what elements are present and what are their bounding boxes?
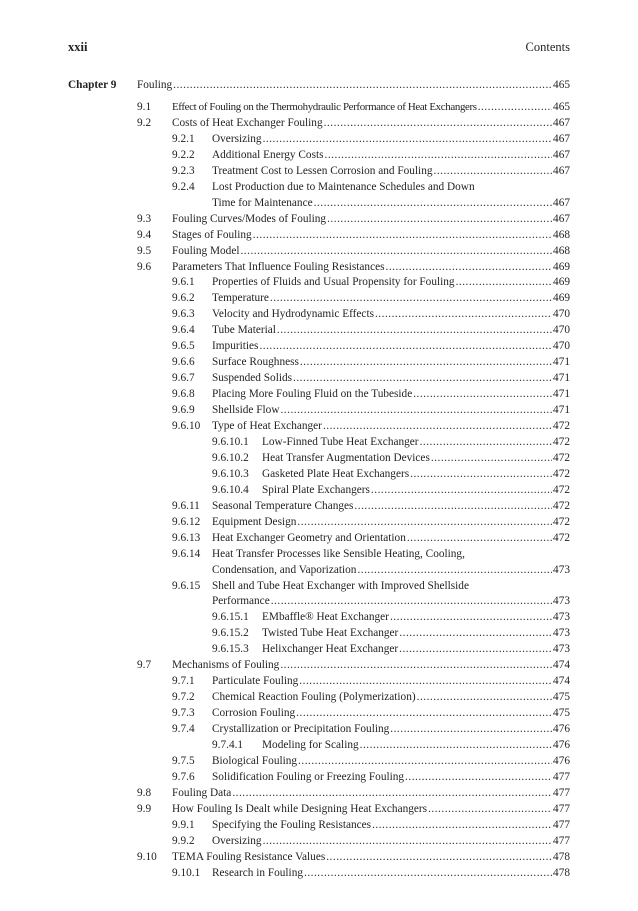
toc-entry[interactable] [0, 753, 638, 769]
section-number: 9.6.15.1 [212, 611, 249, 624]
chapter-title: Fouling [137, 79, 173, 91]
page-ref: 469 [553, 260, 570, 273]
section-title: Heat Transfer Augmentation Devices [262, 451, 430, 464]
section-number: 9.2.4 [172, 180, 195, 193]
section-title: Lost Production due to Maintenance Schedules and Down [212, 180, 475, 193]
dot-leader [399, 625, 552, 641]
section-number: 9.6.10 [172, 420, 201, 432]
page-number: xxii [68, 40, 88, 54]
section-title: Mechanisms of Fouling [172, 659, 280, 672]
toc-entry[interactable] [0, 849, 638, 865]
page-ref: 476 [553, 739, 570, 751]
dot-leader [434, 163, 553, 179]
section-title: Fouling Model [172, 244, 240, 257]
dot-leader [325, 147, 553, 163]
toc-entry[interactable] [0, 211, 638, 227]
page-ref: 468 [553, 228, 570, 241]
dot-leader [297, 514, 552, 530]
dot-leader [354, 498, 552, 514]
section-number: 9.6.13 [172, 531, 201, 544]
section-title: Twisted Tube Heat Exchanger [262, 627, 399, 640]
page-ref: 472 [553, 483, 570, 496]
toc-entry[interactable] [0, 641, 638, 657]
toc-entry[interactable] [0, 322, 638, 338]
page-ref: 476 [553, 723, 570, 736]
section-title: Low-Finned Tube Heat Exchanger [262, 435, 419, 448]
dot-leader [413, 386, 552, 402]
section-number: 9.6.9 [172, 404, 195, 417]
page-ref: 472 [553, 435, 570, 448]
section-number: 9.5 [137, 244, 152, 257]
section-title: Seasonal Temperature Changes [212, 499, 354, 512]
page-ref: 469 [553, 292, 570, 305]
toc-entry[interactable] [0, 817, 638, 833]
dot-leader [386, 259, 553, 275]
dot-leader [326, 849, 552, 865]
section-title: Modeling for Scaling [262, 739, 359, 751]
section-number: 9.3 [137, 212, 152, 225]
page-ref: 472 [553, 420, 570, 432]
toc-entry[interactable] [0, 434, 638, 450]
dot-leader [296, 705, 552, 721]
page-ref: 477 [553, 786, 570, 799]
section-title: How Fouling Is Dealt while Designing Heat Exchangers [172, 802, 428, 815]
dot-leader [420, 434, 552, 450]
dot-leader [357, 562, 552, 578]
toc-entry[interactable] [0, 609, 638, 625]
section-number: 9.7.1 [172, 675, 195, 688]
toc-entry[interactable] [0, 482, 638, 498]
toc-entry[interactable] [0, 673, 638, 689]
page-ref: 474 [553, 659, 570, 672]
section-number: 9.10 [137, 850, 157, 863]
page-ref: 467 [553, 116, 570, 129]
section-number: 9.6.2 [172, 292, 195, 305]
dot-leader [428, 801, 552, 817]
toc-entry[interactable] [0, 179, 638, 195]
section-number: 9.7 [137, 659, 152, 672]
running-title: Contents [525, 40, 570, 54]
section-title: Properties of Fluids and Usual Propensity for Fouling [212, 276, 455, 289]
toc-entry[interactable] [0, 705, 638, 721]
section-title: Surface Roughness [212, 356, 299, 369]
page-ref: 471 [553, 404, 570, 417]
dot-leader [240, 243, 552, 259]
page-ref: 477 [553, 818, 570, 831]
toc-entry[interactable] [0, 737, 638, 753]
toc-entry[interactable] [0, 338, 638, 354]
section-number: 9.4 [137, 228, 152, 241]
page-ref: 474 [553, 675, 570, 688]
section-title: Heat Exchanger Geometry and Orientation [212, 531, 406, 544]
section-number: 9.9 [137, 802, 152, 815]
section-title: Shell and Tube Heat Exchanger with Improved Shellside [212, 579, 469, 592]
section-title: Gasketed Plate Heat Exchangers [262, 467, 410, 480]
section-title: Corrosion Fouling [212, 707, 296, 720]
section-title: Performance [212, 595, 270, 608]
page-ref: 472 [553, 531, 570, 544]
dot-leader [371, 482, 552, 498]
page-ref: 472 [553, 499, 570, 512]
page-ref: 473 [553, 611, 570, 624]
toc-entry[interactable] [0, 657, 638, 673]
toc-entry[interactable] [0, 147, 638, 163]
dot-leader [375, 306, 552, 322]
dot-leader [253, 227, 552, 243]
section-title: Impurities [212, 340, 259, 353]
section-title: Type of Heat Exchanger [212, 420, 322, 432]
section-title: Research in Fouling [212, 866, 303, 879]
toc-entry[interactable] [0, 498, 638, 514]
section-title: Heat Transfer Processes like Sensible Heating, Cooling, [212, 547, 465, 560]
page-ref: 475 [553, 707, 570, 720]
section-title: Stages of Fouling [172, 228, 252, 241]
toc-entry[interactable] [0, 801, 638, 817]
dot-leader [293, 370, 552, 386]
section-number: 9.7.5 [172, 754, 195, 767]
dot-leader [390, 721, 552, 737]
toc-entry[interactable] [0, 721, 638, 737]
toc-entry[interactable] [0, 195, 638, 211]
toc-entry[interactable] [0, 354, 638, 370]
section-number: 9.10.1 [172, 866, 201, 879]
toc-entry[interactable] [0, 450, 638, 466]
toc-entry[interactable] [0, 227, 638, 243]
toc-entry[interactable] [0, 769, 638, 785]
toc-entry[interactable] [0, 243, 638, 259]
dot-leader [327, 211, 552, 227]
page-ref: 470 [553, 340, 570, 353]
toc-entry[interactable] [0, 402, 638, 418]
section-number: 9.6.11 [172, 499, 200, 512]
section-title: Specifying the Fouling Resistances [212, 818, 372, 831]
dot-leader [410, 466, 552, 482]
section-number: 9.1 [137, 101, 152, 113]
page-ref: 468 [553, 244, 570, 257]
dot-leader [314, 195, 552, 211]
page-ref: 465 [553, 101, 570, 113]
dot-leader [399, 641, 552, 657]
section-title: Oversizing [212, 834, 262, 847]
dot-leader [304, 865, 552, 881]
dot-leader [323, 418, 552, 434]
page-ref: 467 [553, 148, 570, 161]
page-ref: 477 [553, 834, 570, 847]
dot-leader [390, 609, 552, 625]
dot-leader [173, 77, 552, 93]
page-ref: 470 [553, 324, 570, 337]
section-number: 9.6.5 [172, 340, 195, 353]
section-title: Costs of Heat Exchanger Fouling [172, 116, 323, 129]
section-number: 9.7.6 [172, 770, 195, 783]
section-title: Tube Material [212, 324, 276, 337]
page-ref: 467 [553, 196, 570, 209]
section-number: 9.7.4 [172, 723, 195, 736]
dot-leader [280, 402, 552, 418]
page-ref: 467 [553, 212, 570, 225]
page-ref: 475 [553, 691, 570, 704]
section-number: 9.2.3 [172, 164, 195, 177]
toc-entry[interactable] [0, 689, 638, 705]
section-title: Treatment Cost to Lessen Corrosion and Fouling [212, 164, 433, 177]
section-number: 9.8 [137, 786, 152, 799]
section-title: EMbaffle® Heat Exchanger [262, 611, 389, 624]
section-title: Helixchanger Heat Exchanger [262, 643, 399, 656]
toc-entry[interactable] [0, 466, 638, 482]
page-ref: 469 [553, 276, 570, 289]
page-ref: 471 [553, 372, 570, 385]
section-number: 9.6.15.3 [212, 643, 249, 656]
page-ref: 477 [553, 770, 570, 783]
section-title: Biological Fouling [212, 754, 298, 767]
page-ref: 470 [553, 308, 570, 321]
page-ref: 471 [553, 356, 570, 369]
section-title: Placing More Fouling Fluid on the Tubeside [212, 388, 413, 401]
section-title: Suspended Solids [212, 372, 293, 385]
section-title: Fouling Data [172, 786, 232, 799]
toc-entry[interactable] [0, 562, 638, 578]
section-title: Effect of Fouling on the Thermohydraulic Performance of Heat Exchangers [172, 101, 477, 113]
section-title: Crystallization or Precipitation Fouling [212, 723, 390, 736]
section-title: Velocity and Hydrodynamic Effects [212, 308, 374, 321]
toc-entry[interactable] [0, 530, 638, 546]
section-number: 9.6.1 [172, 276, 195, 289]
dot-leader [263, 833, 552, 849]
section-number: 9.7.2 [172, 691, 195, 704]
section-title: Shellside Flow [212, 404, 280, 417]
section-number: 9.6.10.2 [212, 451, 249, 464]
chapter-row[interactable] [0, 77, 638, 93]
toc-entry[interactable] [0, 865, 638, 881]
page-ref: 473 [553, 563, 570, 576]
toc-entry[interactable] [0, 418, 638, 434]
dot-leader [263, 131, 552, 147]
section-title: Oversizing [212, 132, 262, 145]
page-ref: 472 [553, 451, 570, 464]
section-number: 9.6.15.2 [212, 627, 249, 640]
section-title: Solidification Fouling or Freezing Fouling [212, 770, 405, 783]
toc-entry[interactable] [0, 578, 638, 594]
page-ref: 473 [553, 643, 570, 656]
toc-entry[interactable] [0, 99, 638, 115]
section-number: 9.9.2 [172, 834, 195, 847]
section-number: 9.2.1 [172, 132, 195, 145]
dot-leader [280, 657, 552, 673]
dot-leader [259, 338, 552, 354]
toc-entry[interactable] [0, 370, 638, 386]
page-ref: 473 [553, 627, 570, 640]
page-ref: 478 [553, 850, 570, 863]
toc-entry[interactable] [0, 625, 638, 641]
dot-leader [360, 737, 552, 753]
dot-leader [456, 274, 552, 290]
page-ref: 467 [553, 132, 570, 145]
page-ref: 472 [553, 515, 570, 528]
section-number: 9.6 [137, 260, 152, 273]
section-title: Parameters That Influence Fouling Resistances [172, 260, 385, 273]
section-title: Time for Maintenance [212, 196, 313, 209]
section-number: 9.2 [137, 116, 152, 129]
dot-leader [300, 354, 552, 370]
section-number: 9.6.7 [172, 372, 195, 385]
toc-entry[interactable] [0, 546, 638, 562]
dot-leader [417, 689, 552, 705]
dot-leader [232, 785, 552, 801]
section-number: 9.2.2 [172, 148, 195, 161]
chapter-label: Chapter 9 [68, 79, 117, 91]
page-ref: 473 [553, 595, 570, 608]
page-ref: 477 [553, 802, 570, 815]
toc-entry[interactable] [0, 386, 638, 402]
section-number: 9.6.3 [172, 308, 195, 321]
section-title: Equipment Design [212, 515, 297, 528]
chapter-page: 465 [553, 79, 570, 91]
page-ref: 476 [553, 754, 570, 767]
dot-leader [271, 593, 552, 609]
page-ref: 467 [553, 164, 570, 177]
page-ref: 478 [553, 866, 570, 879]
page-ref: 471 [553, 388, 570, 401]
section-number: 9.6.10.3 [212, 467, 249, 480]
dot-leader [478, 99, 552, 115]
section-title: TEMA Fouling Resistance Values [172, 850, 326, 863]
section-number: 9.7.3 [172, 707, 195, 720]
section-number: 9.6.6 [172, 356, 195, 369]
toc-entry[interactable] [0, 259, 638, 275]
section-number: 9.6.12 [172, 515, 201, 528]
toc-entry[interactable] [0, 274, 638, 290]
dot-leader [431, 450, 552, 466]
section-number: 9.7.4.1 [212, 739, 244, 751]
section-number: 9.6.4 [172, 324, 195, 337]
dot-leader [298, 753, 552, 769]
section-title: Temperature [212, 292, 269, 305]
section-title: Spiral Plate Exchangers [262, 483, 370, 496]
toc-entry[interactable] [0, 514, 638, 530]
dot-leader [407, 530, 552, 546]
section-number: 9.9.1 [172, 818, 195, 831]
dot-leader [299, 673, 552, 689]
section-number: 9.6.14 [172, 547, 201, 560]
toc-entry[interactable] [0, 115, 638, 131]
toc-entry[interactable] [0, 833, 638, 849]
page-ref: 472 [553, 467, 570, 480]
dot-leader [277, 322, 552, 338]
dot-leader [405, 769, 552, 785]
section-title: Additional Energy Costs [212, 148, 324, 161]
dot-leader [324, 115, 552, 131]
section-number: 9.6.8 [172, 388, 195, 401]
section-number: 9.6.15 [172, 579, 201, 592]
dot-leader [372, 817, 552, 833]
toc-entry[interactable] [0, 785, 638, 801]
section-title: Particulate Fouling [212, 675, 299, 688]
section-number: 9.6.10.1 [212, 435, 249, 448]
section-title: Chemical Reaction Fouling (Polymerization) [212, 691, 416, 704]
section-title: Fouling Curves/Modes of Fouling [172, 212, 327, 225]
toc-entry[interactable] [0, 306, 638, 322]
dot-leader [270, 290, 552, 306]
toc-entry[interactable] [0, 290, 638, 306]
section-number: 9.6.10.4 [212, 483, 249, 496]
toc-entry[interactable] [0, 163, 638, 179]
section-title: Condensation, and Vaporization [212, 563, 357, 576]
toc-entry[interactable] [0, 131, 638, 147]
toc-entry[interactable] [0, 593, 638, 609]
